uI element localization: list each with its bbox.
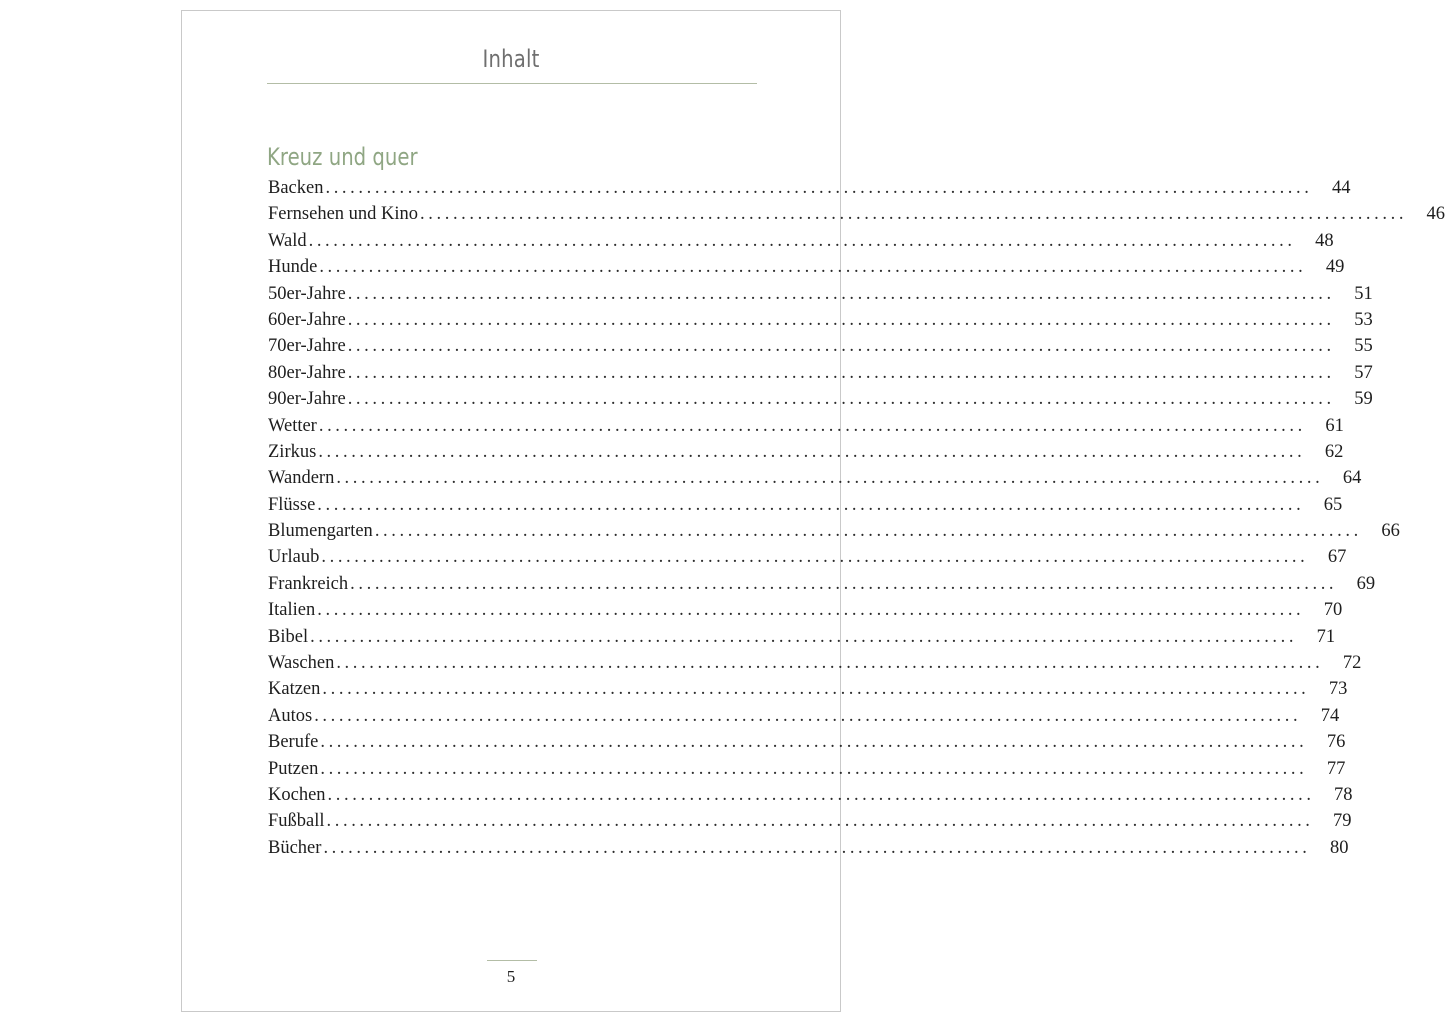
dot-leader: ........................................................................................................................ [326,811,1314,832]
dot-leader: ........................................................................................................................ [347,389,1335,410]
toc-entry-label: Autos [268,705,313,726]
toc-entry-page-number: 59 [1354,389,1373,410]
toc-entry-page-number: 72 [1342,653,1362,674]
toc-entry-label: Wald [268,230,307,251]
book-page [181,10,1445,1012]
dot-leader: ........................................................................................................................ [420,204,1408,225]
toc-entry [268,626,1336,653]
toc-entry-page-number: 71 [1316,626,1336,647]
dot-leader: ........................................................................................................................ [322,679,1310,700]
header-divider [267,83,757,84]
toc-entry [268,204,1445,230]
dot-leader: ........................................................................................................................ [327,784,1315,805]
toc-entry-label: Blumengarten [268,521,373,542]
toc-entry-page-number: 53 [1354,309,1373,330]
dot-leader: ........................................................................................................................ [320,758,1308,779]
toc-entry-page-number: 65 [1323,494,1343,515]
dot-leader: ........................................................................................................................ [317,494,1305,515]
toc-entry-label: 50er-Jahre [268,283,346,304]
toc-entry-label: Flüsse [268,494,316,515]
toc-entry [268,178,1351,204]
section-heading: Kreuz und quer [267,143,418,171]
toc-entry-label: Bibel [268,626,309,647]
toc-entry-label: Frankreich [268,573,349,594]
dot-leader: ........................................................................................................................ [347,283,1335,304]
dot-leader: ........................................................................................................................ [347,336,1335,357]
toc-entry [268,653,1362,679]
dot-leader: ........................................................................................................................ [310,626,1298,647]
toc-entry-label: Urlaub [268,547,320,568]
toc-entry [268,494,1343,521]
dot-leader: ........................................................................................................................ [318,415,1306,436]
toc-entry [268,336,1373,362]
footer-divider [487,960,537,961]
toc-entry [268,758,1346,785]
dot-leader: ........................................................................................................................ [323,837,1311,858]
dot-leader: ........................................................................................................................ [336,468,1324,489]
toc-entry-page-number: 61 [1325,415,1344,436]
toc-entry [268,283,1373,310]
dot-leader: ........................................................................................................................ [319,257,1307,278]
toc-entry-label: Wandern [268,468,335,489]
dot-leader: ........................................................................................................................ [320,732,1308,753]
toc-entry-label: Kochen [268,784,326,805]
toc-entry-page-number: 78 [1334,784,1353,805]
dot-leader: ........................................................................................................................ [308,230,1296,251]
toc-entry-page-number: 76 [1326,732,1346,753]
toc-entry [268,811,1352,837]
dot-leader: ........................................................................................................................ [347,309,1335,330]
toc-entry [268,784,1353,811]
toc-entry-page-number: 55 [1354,336,1373,357]
toc-entry [268,837,1349,864]
toc-entry-page-number: 70 [1323,600,1343,621]
toc-entry-page-number: 80 [1329,837,1349,858]
dot-leader: ........................................................................................................................ [374,521,1362,542]
toc-entry [268,468,1362,494]
toc-entry [268,705,1340,732]
toc-entry [268,573,1376,600]
toc-entry [268,732,1346,758]
dot-leader: ........................................................................................................................ [325,178,1313,198]
toc-entry [268,415,1344,442]
toc-entry-label: Putzen [268,758,319,779]
dot-leader: ........................................................................................................................ [347,362,1335,383]
toc-entry [268,309,1373,336]
dot-leader: ........................................................................................................................ [314,705,1302,726]
toc-entry-page-number: 44 [1331,178,1351,198]
toc-entry-page-number: 46 [1426,204,1445,225]
toc-entry-page-number: 79 [1333,811,1352,832]
toc-entry-label: Wetter [268,415,317,436]
toc-entry-label: 80er-Jahre [268,362,346,383]
page-number: 5 [506,967,516,986]
toc-entry-label: 90er-Jahre [268,389,346,410]
toc-entry-label: Berufe [268,732,319,753]
toc-entry-label: Bücher [268,837,322,858]
dot-leader: ........................................................................................................................ [321,547,1309,568]
toc-entry [268,521,1400,547]
toc-entry-page-number: 67 [1327,547,1347,568]
toc-entry-label: Hunde [268,257,318,278]
dot-leader: ........................................................................................................................ [318,441,1306,462]
dot-leader: ........................................................................................................................ [317,600,1305,621]
toc-entry-page-number: 74 [1320,705,1340,726]
toc-entry-label: Italien [268,600,316,621]
toc-entry-label: Zirkus [268,441,317,462]
dot-leader: ........................................................................................................................ [336,653,1324,674]
toc-entry-page-number: 69 [1356,573,1376,594]
toc-entry-page-number: 62 [1324,441,1344,462]
table-of-contents [268,178,1445,864]
toc-entry [268,257,1345,283]
toc-entry-page-number: 73 [1328,679,1348,700]
toc-entry-label: Fußball [268,811,325,832]
toc-entry-label: Backen [268,178,324,198]
toc-entry-label: 60er-Jahre [268,309,346,330]
toc-entry [268,362,1373,389]
toc-entry-label: Fernsehen und Kino [268,204,419,225]
toc-entry [268,389,1373,415]
toc-entry [268,679,1348,705]
toc-entry [268,441,1344,468]
toc-entry [268,600,1343,626]
toc-entry-page-number: 66 [1381,521,1400,542]
toc-entry [268,547,1347,573]
toc-entry-page-number: 64 [1342,468,1362,489]
toc-entry-label: 70er-Jahre [268,336,346,357]
toc-entry-page-number: 51 [1354,283,1373,304]
toc-entry-page-number: 49 [1325,257,1345,278]
toc-entry-page-number: 48 [1315,230,1334,251]
toc-entry-label: Katzen [268,679,321,700]
toc-entry [268,230,1334,257]
toc-entry-page-number: 57 [1354,362,1373,383]
page-title: Inhalt [482,45,540,73]
toc-entry-label: Waschen [268,653,335,674]
dot-leader: ........................................................................................................................ [350,573,1338,594]
toc-entry-page-number: 77 [1326,758,1346,779]
